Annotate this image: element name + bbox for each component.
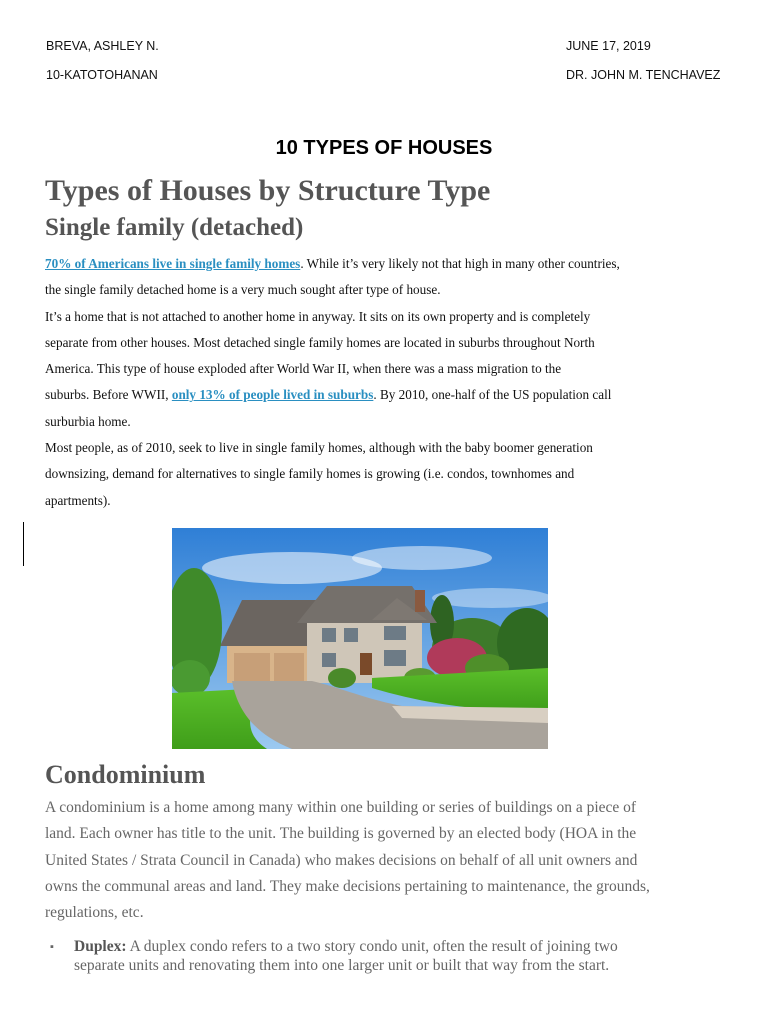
paragraph-line: downsizing, demand for alternatives to single family homes is growing (i.e. condos, townhomes and	[45, 466, 575, 482]
section-heading-structure-type: Types of Houses by Structure Type	[45, 174, 491, 207]
bullet-text	[74, 937, 618, 975]
subheading-condominium: Condominium	[45, 760, 206, 789]
paragraph-line: A condominium is a home among many within one building or series of buildings on a piece of	[45, 799, 637, 816]
paragraph-line: the single family detached home is a very much sought after type of house.	[45, 282, 441, 298]
paragraph-line: surburbia home.	[45, 413, 131, 429]
paragraph-text: . While it’s very likely not that high in many other countries,	[300, 256, 620, 271]
document-title: 10 TYPES OF HOUSES	[275, 137, 493, 159]
student-section: 10-KATOTOHANAN	[46, 68, 158, 82]
suburbs-statistic-link[interactable]: only 13% of people lived in suburbs	[171, 387, 374, 403]
americans-single-family-link[interactable]: 70% of Americans live in single family homes	[45, 256, 301, 271]
paragraph-line: United States / Strata Council in Canada) who makes decisions on behalf of all unit owners and	[45, 851, 638, 869]
paragraph-line: regulations, etc.	[45, 904, 144, 922]
bullet-marker-icon: ▪	[50, 941, 54, 953]
paragraph-line: America. This type of house exploded after World War II, when there was a mass migration to the	[45, 361, 562, 377]
bullet-line	[74, 937, 618, 956]
paragraph-line: owns the communal areas and land. They make decisions pertaining to maintenance, the grounds,	[45, 877, 650, 895]
paragraph-line: Most people, as of 2010, seek to live in single family homes, although with the baby boomer generation	[45, 440, 593, 456]
single-family-house-photo	[172, 528, 548, 749]
paragraph-text: suburbs. Before WWII,	[45, 387, 172, 403]
text-cursor	[23, 522, 24, 566]
paragraph-line: separate from other houses. Most detached single family homes are located in suburbs throughout North	[45, 334, 595, 350]
student-name: BREVA, ASHLEY N.	[46, 39, 159, 53]
document-date: JUNE 17, 2019	[566, 39, 651, 53]
paragraph-line: It’s a home that is not attached to another home in anyway. It sits on its own property and is completely	[45, 308, 591, 324]
paragraph-line	[45, 382, 725, 408]
paragraph-line: apartments).	[45, 492, 111, 508]
bullet-line: separate units and renovating them into one larger unit or built that way from the start.	[74, 957, 610, 974]
teacher-name: DR. JOHN M. TENCHAVEZ	[566, 68, 721, 82]
duplex-label: Duplex:	[74, 938, 127, 955]
condominium-paragraph	[45, 795, 735, 926]
paragraph-text: . By 2010, one-half of the US population call	[373, 387, 612, 403]
bullet-text-part: A duplex condo refers to a two story condo unit, often the result of joining two	[126, 938, 618, 955]
subheading-single-family: Single family (detached)	[45, 214, 304, 241]
paragraph-line	[45, 251, 725, 277]
single-family-paragraph	[45, 251, 725, 514]
paragraph-line: land. Each owner has title to the unit. The building is governed by an elected body (HOA in the	[45, 825, 637, 843]
